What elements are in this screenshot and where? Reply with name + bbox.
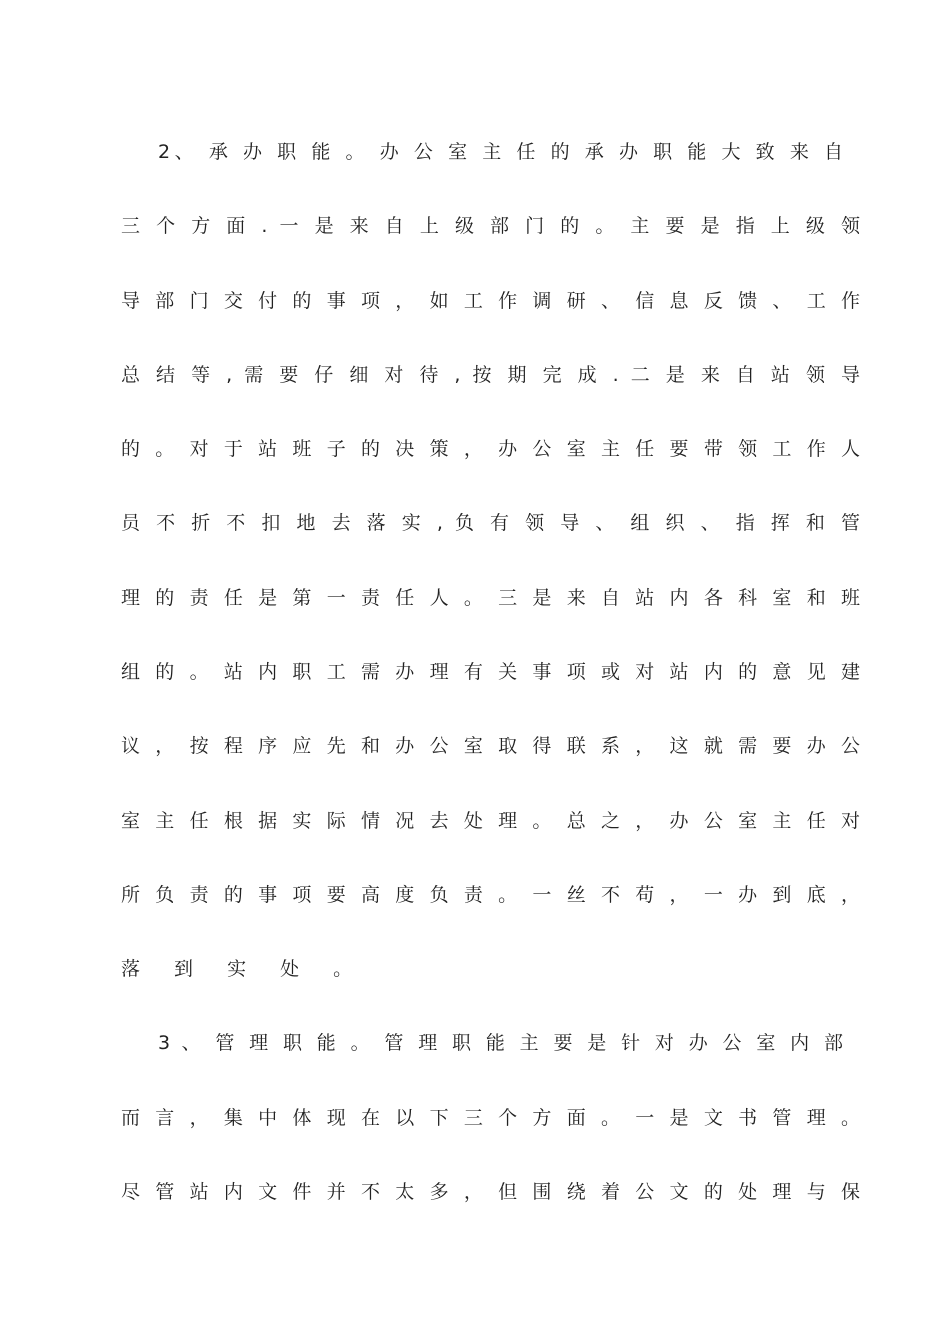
paragraph-3-line-2: 而 言 ， 集 中 体 现 在 以 下 三 个 方 面 。 一 是 文 书 管 理 。 — [121, 1107, 861, 1129]
paragraph-2-line-3: 导 部 门 交 付 的 事 项 ， 如 工 作 调 研 、 信 息 反 馈 、 工 作 — [121, 290, 861, 312]
paragraph-2-line-5: 的 。 对 于 站 班 子 的 决 策 ， 办 公 室 主 任 要 带 领 工 作 人 — [121, 438, 861, 460]
paragraph-2-line-10: 室 主 任 根 据 实 际 情 况 去 处 理 。 总 之 ， 办 公 室 主 任 对 — [121, 810, 861, 832]
paragraph-3-line-3: 尽 管 站 内 文 件 并 不 太 多 ， 但 围 绕 着 公 文 的 处 理 与 保 — [121, 1181, 861, 1203]
paragraph-3-line-1: 3 、 管 理 职 能 。 管 理 职 能 主 要 是 针 对 办 公 室 内 部 — [158, 1032, 844, 1054]
paragraph-2-line-6: 员 不 折 不 扣 地 去 落 实 , 负 有 领 导 、 组 织 、 指 挥 和 管 — [121, 512, 861, 534]
paragraph-2-line-7: 理 的 责 任 是 第 一 责 任 人 。 三 是 来 自 站 内 各 科 室 和 班 — [121, 587, 861, 609]
paragraph-2-line-12: 落 到 实 处 。 — [121, 958, 367, 980]
paragraph-2-line-4: 总 结 等 , 需 要 仔 细 对 待 , 按 期 完 成 . 二 是 来 自 站 领 导 — [121, 364, 861, 386]
paragraph-2-line-9: 议 ， 按 程 序 应 先 和 办 公 室 取 得 联 系 ， 这 就 需 要 办 公 — [121, 735, 861, 757]
paragraph-2-line-2: 三 个 方 面 . 一 是 来 自 上 级 部 门 的 。 主 要 是 指 上 级 领 — [121, 215, 861, 237]
paragraph-2-line-1: 2、 承 办 职 能 。 办 公 室 主 任 的 承 办 职 能 大 致 来 自 — [158, 141, 844, 163]
paragraph-2-line-8: 组 的 。 站 内 职 工 需 办 理 有 关 事 项 或 对 站 内 的 意 见 建 — [121, 661, 861, 683]
paragraph-2-line-11: 所 负 责 的 事 项 要 高 度 负 责 。 一 丝 不 苟 ， 一 办 到 底 ， — [121, 884, 861, 906]
